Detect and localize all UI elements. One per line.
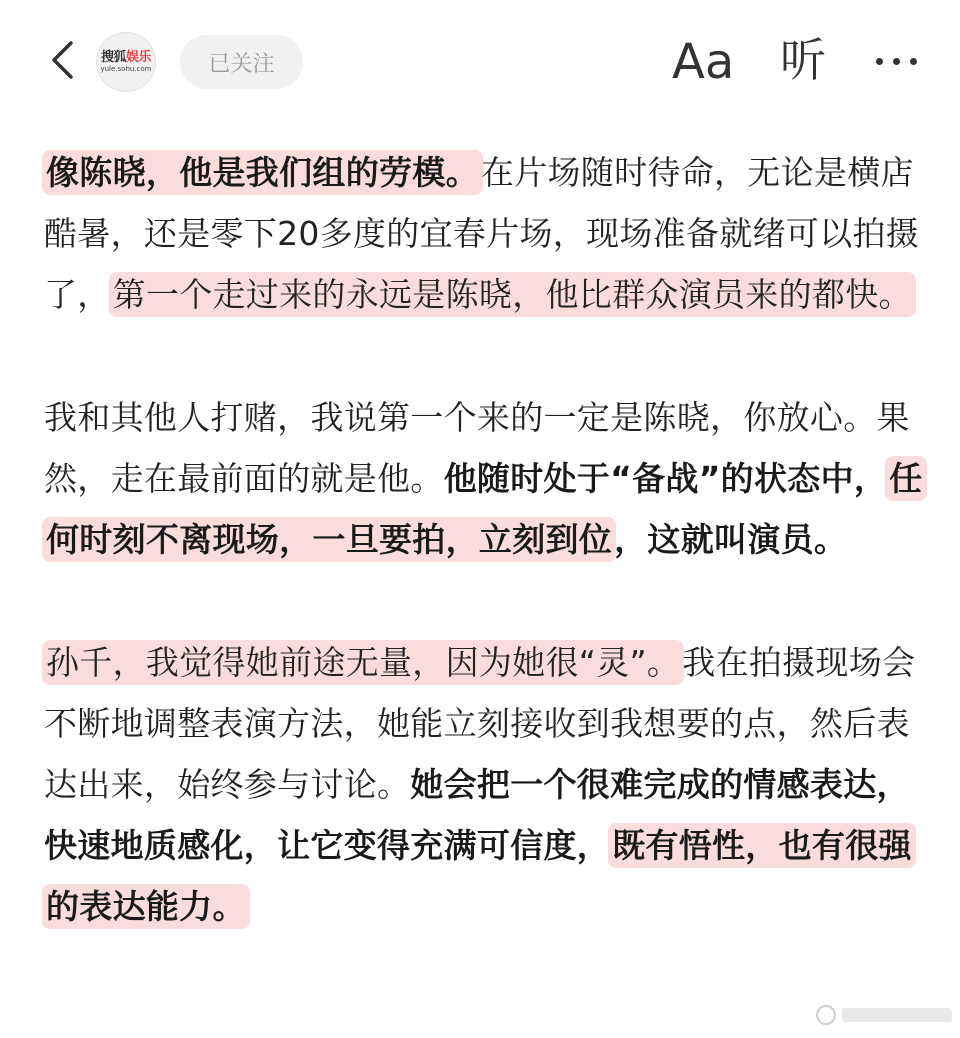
highlighted-text: 任何时刻不离现场，一旦要拍，立刻到位	[46, 459, 923, 559]
bold-text: 她会把一个很难完成的情感表达，快速地质感化，让它变得充满可信度，	[44, 765, 910, 865]
watermark-logo-icon	[816, 1005, 836, 1025]
highlighted-text: 第一个走过来的永远是陈晓，他比群众演员来的都快。	[112, 275, 912, 314]
font-size-button[interactable]: Aa	[672, 34, 735, 90]
highlighted-text: 像陈晓，他是我们组的劳模。	[46, 153, 479, 192]
article-body	[44, 142, 924, 937]
chevron-left-icon	[49, 40, 75, 80]
avatar-logo-url: yule.sohu.com	[100, 64, 152, 73]
highlighted-text: 孙千，我觉得她前途无量，因为她很“灵”。	[46, 643, 681, 682]
follow-button[interactable]: 已关注	[180, 35, 303, 89]
watermark-bar	[842, 1008, 952, 1022]
avatar-logo-text: 搜狐娱乐	[100, 49, 152, 65]
bold-text: 他随时处于“备战”的状态中，	[443, 459, 888, 498]
body-text: 我和其他人打赌，我说第一个来的一定是陈晓，你放心。果然，走在最前面的就是他。	[44, 398, 910, 498]
back-button[interactable]	[40, 38, 84, 82]
more-dots-icon	[871, 58, 922, 65]
paragraph	[44, 142, 924, 325]
more-button[interactable]	[868, 46, 924, 76]
top-bar	[0, 0, 960, 120]
bold-text: ，这就叫演员。	[614, 520, 848, 559]
highlighted-text: 既有悟性，也有很强的表达能力。	[46, 826, 912, 926]
account-avatar[interactable]	[96, 32, 156, 92]
body-text: 我在拍摄现场会不断地调整表演方法，她能立刻接收到我想要的点，然后表达出来，始终参与讨论。	[44, 643, 916, 804]
paragraph	[44, 387, 924, 570]
watermark	[802, 1002, 952, 1028]
listen-button[interactable]: 听	[780, 33, 826, 87]
paragraph	[44, 632, 924, 937]
body-text: 在片场随时待命，无论是横店酷暑，还是零下20多度的宜春片场，现场准备就绪可以拍摄了，	[44, 153, 920, 314]
